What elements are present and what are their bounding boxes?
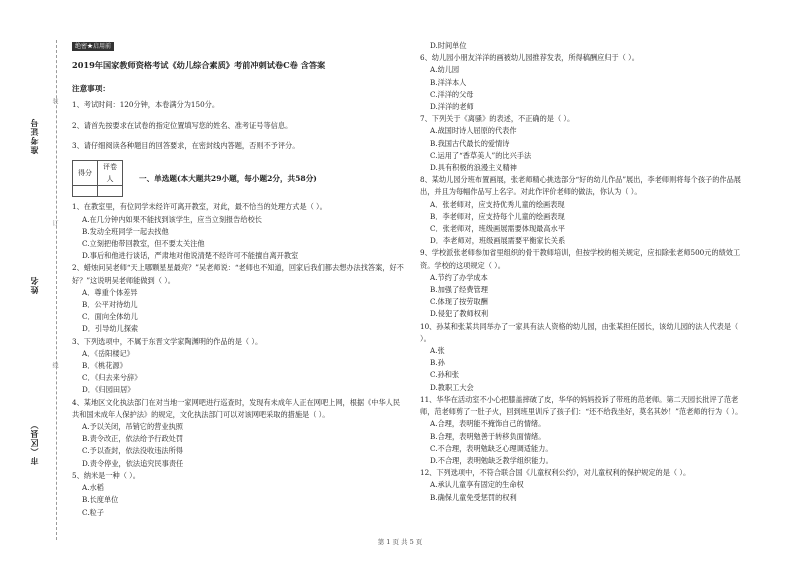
option-text: D．《归园田居》 — [82, 385, 135, 395]
question-text: 8、某幼儿园分班布置画展，张老师精心挑选部分“好的幼儿作品”展出，李老师则将每个孩子的作品展出，并且为每幅作品写上名字。对此作评价老师的做法，你认为（ ）。 — [420, 175, 741, 197]
question-text: 1、在教室里，有位同学未经许可离开教室，对此，最不恰当的处理方式是（ ）。 — [72, 202, 327, 212]
option-text: C．张老师对，班级画展需要体现最高水平 — [430, 224, 565, 234]
binding-line — [56, 40, 57, 540]
right-column — [420, 40, 750, 504]
option-text: B.确保儿童免受惩罚的权利 — [430, 492, 517, 502]
district-label: 市（区县） — [29, 420, 39, 465]
option-text: A.战国时诗人屈原的代表作 — [430, 126, 517, 136]
grader-blank — [98, 186, 123, 197]
option-text: A.水稻 — [82, 483, 104, 493]
score-row — [72, 160, 407, 197]
notice-item: 2、请首先按要求在试卷的指定位置填写您的姓名、准考证号等信息。 — [72, 120, 293, 130]
option-text: D．李老师对，班级画展需要平衡家长关系 — [430, 236, 566, 246]
option-text: A.节约了办学成本 — [430, 272, 488, 282]
option-text: B.孙 — [430, 358, 445, 368]
option-text: A.合理，表明能不掩饰自己的情绪。 — [430, 419, 546, 429]
cut-mark: 线 — [51, 362, 58, 368]
option-text: B.责令改正，依法给予行政处罚 — [82, 434, 184, 444]
option-text: D.时间单位 — [430, 41, 467, 50]
question-text: 5、纳米是一种（ ）。 — [72, 470, 140, 480]
option-text: D．引导幼儿探索 — [82, 324, 139, 334]
exam-number-label: 准考证号 — [29, 118, 39, 154]
option-text: C.粒子 — [82, 507, 104, 517]
option-text: C.体现了按劳取酬 — [430, 297, 488, 307]
option-text: C.洋洋的父母 — [430, 89, 474, 99]
right-questions — [420, 40, 750, 504]
option-text: C.予以查封，依法没收违法所得 — [82, 446, 183, 456]
option-text: A.予以关闭，吊销它的营业执照 — [82, 422, 183, 432]
option-text: A．《岳阳楼记》 — [82, 348, 134, 358]
question-text: 3、下列选项中，不属于东晋文学家陶渊明的作品的是（ ）。 — [72, 336, 263, 346]
option-text: A.幼儿园 — [430, 65, 460, 75]
cut-mark: 装 — [51, 98, 58, 104]
option-text: A．张老师对，应支持优秀儿童的绘画表现 — [430, 199, 565, 209]
question-text: 2、蜡烛问吴老师“天上哪颗星星最亮？”吴老师说：“老师也不知道，回家后我们都去想办法找答案，好不好？”这说明吴老师能做到（ ）。 — [72, 263, 404, 285]
option-text: D.教职工大会 — [430, 382, 474, 392]
page-title: 2019年国家教师资格考试《幼儿综合素质》考前冲刺试卷C卷 含答案 — [72, 60, 326, 70]
option-text: B．公平对待幼儿 — [82, 300, 138, 310]
score-table — [72, 160, 123, 197]
option-text: C.孙和张 — [430, 370, 460, 380]
cut-mark: 订 — [51, 220, 58, 226]
notice-item: 1、考试时间：120分钟，本卷满分为150分。 — [72, 100, 220, 110]
option-text: C．面向全体幼儿 — [82, 312, 138, 322]
section-title: 一、单选题(本大题共29小题，每小题2分，共58分) — [139, 173, 317, 183]
secret-badge: 绝密★启用前 — [72, 42, 114, 51]
option-text: C.立刻把他带回教室，但不要太关注他 — [82, 239, 205, 249]
score-blank — [73, 186, 98, 197]
question-text: 7、下列关于《离骚》的表述，不正确的是（ ）。 — [420, 114, 575, 124]
option-text: D.责令停业，依法追究民事责任 — [82, 458, 184, 468]
option-text: D.事后和他进行谈话，严肃地对他说清楚不经许可不能擅自离开教室 — [82, 251, 299, 261]
notice-heading: 注意事项： — [72, 84, 110, 94]
option-text: B.我国古代最长的爱情诗 — [430, 138, 510, 148]
option-text: D.具有积极的浪漫主义精神 — [430, 163, 517, 173]
option-text: B.发动全班同学一起去找他 — [82, 226, 169, 236]
option-text: A.承认儿童享有固定的生命权 — [430, 480, 524, 490]
option-text: A.张 — [430, 346, 445, 356]
option-text: A.在几分钟内如果不能找到该学生，应当立刻报告给校长 — [82, 214, 262, 224]
score-cell: 得分 — [73, 161, 98, 186]
left-column — [72, 40, 407, 519]
name-label: 姓名 — [29, 276, 39, 294]
page-footer: 第 1 页 共 5 页 — [377, 538, 423, 546]
option-text: B.洋洋本人 — [430, 77, 467, 87]
option-text: B.长度单位 — [82, 495, 119, 505]
option-text: B．《桃花源》 — [82, 361, 127, 371]
question-text: 12、下列选项中，不符合联合国《儿童权利公约》，对儿童权利的保护规定的是（ ）。 — [420, 468, 691, 478]
question-text: 4、某地区文化执法部门在对当地一家网吧进行巡查时，发现有未成年人正在网吧上网，根据《中华人民共和国未成年人保护法》的规定，文化执法部门可以对该网吧采取的措施是（ ）。 — [72, 397, 401, 419]
option-text: C.不合理，表明勉缺乏心理调适能力。 — [430, 443, 553, 453]
option-text: C．《归去来兮辞》 — [82, 373, 142, 383]
option-text: D.不合理，表明勉缺乏教学组织能力。 — [430, 455, 553, 465]
notice-item: 3、请仔细阅读各种题目的回答要求，在密封线内答题，否则不予评分。 — [72, 140, 300, 150]
question-text: 6、幼儿园小朋友洋洋的画被幼儿园推荐发表，所得稿酬应归于（ ）。 — [420, 53, 639, 63]
left-questions — [72, 201, 407, 518]
option-text: D.洋洋的老师 — [430, 102, 474, 112]
option-text: D.侵犯了教师权利 — [430, 309, 489, 319]
option-text: B.加强了经费管理 — [430, 285, 488, 295]
question-text: 10、孙某和张某共同举办了一家具有法人资格的幼儿园，由张某担任园长，该幼儿园的法人代表是（ ）。 — [420, 321, 739, 343]
option-text: A．尊重个体差异 — [82, 287, 138, 297]
question-text: 11、华华在活动室不小心把膝盖摔破了皮，华华的妈妈投诉了带班的范老师。第二天园长批评了范老师，范老师剪了一肚子火，回到班里训斥了孩子们：“还不给我坐好，莫名其妙！”范老师的行为（ ）。 — [420, 394, 743, 417]
binding-margin — [0, 0, 62, 565]
option-text: B.合理，表明勉善于转移负面情绪。 — [430, 431, 546, 441]
grader-cell: 评卷人 — [98, 161, 123, 186]
option-text: B．李老师对，应支持每个儿童的绘画表现 — [430, 211, 565, 221]
question-text: 9、学校派张老师参加省里组织的骨干教师培训，但按学校的相关规定，应扣除张老师500元的绩效工资。学校的这项规定（ ）。 — [420, 248, 741, 270]
option-text: C.运用了“香草美人”的比兴手法 — [430, 150, 532, 160]
